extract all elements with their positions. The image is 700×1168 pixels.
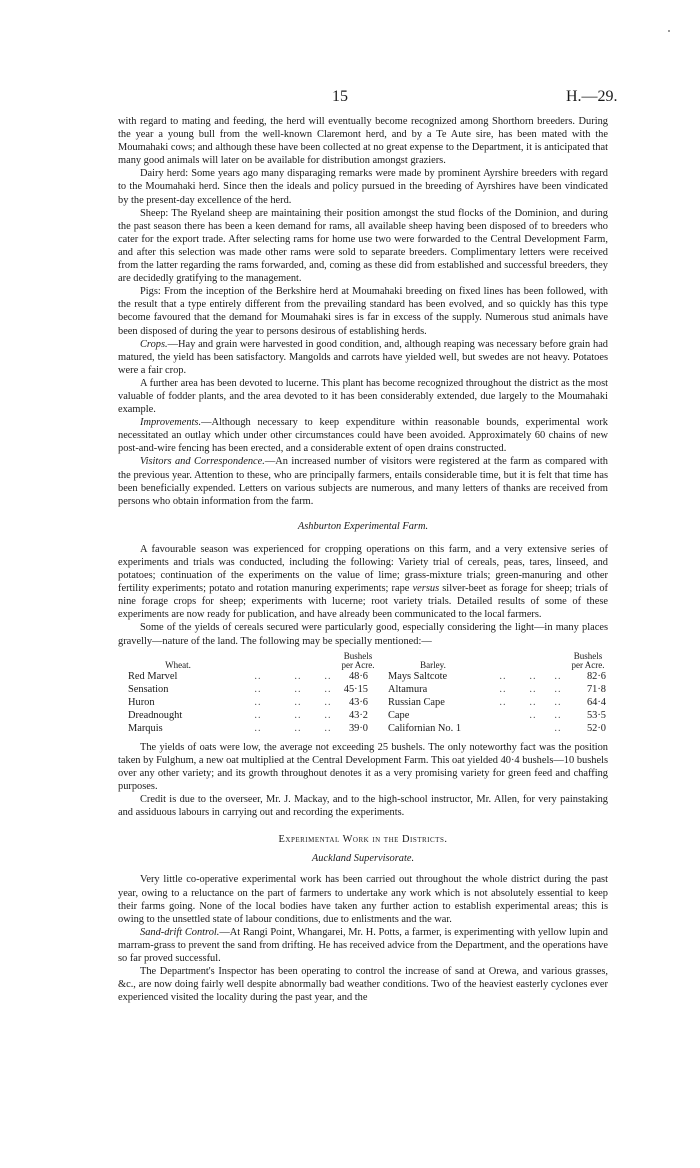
yields-table: [118, 652, 608, 735]
leader-dots: ..: [254, 696, 262, 708]
leader-dots: ..: [294, 722, 302, 734]
leader-dots: ..: [529, 709, 537, 721]
side-heading: Improvements.: [140, 417, 202, 429]
paragraph-text: silver-beet as forage for sheep; trials of nine forage crops for sheep; experiments with lucerne; root variety trials. Detailed results of some of these experiments are now ready for publication, and have already been communicated to the local farmers.: [118, 583, 608, 621]
leader-dots: [518, 722, 548, 735]
barley-yield: 71·8: [586, 683, 606, 695]
leader-dots: ..: [554, 670, 562, 682]
document-code: H.—29.: [566, 88, 618, 105]
leader-dots: ..: [294, 670, 302, 682]
column-header-unit: [568, 652, 608, 670]
column-header: Wheat.: [165, 659, 191, 670]
section-heading: Ashburton Experimental Farm.: [297, 520, 429, 532]
leader-dots: ..: [529, 683, 537, 695]
paragraph: Some of the yields of cereals secured were particularly good, especially considering the light—in many places gravelly—nature of the land. The following may be specially mentioned:—: [118, 622, 608, 647]
leader-dots: ..: [554, 696, 562, 708]
paragraph: [118, 416, 608, 455]
barley-yield: 52·0: [586, 722, 606, 734]
leader-dots: [488, 722, 518, 735]
paragraph: Dairy herd: Some years ago many disparaging remarks were made by prominent Ayrshire breeders with regard to the Moumahaki herd. Since then the ideals and policy pursued in the breeding of Ayrshires have been vindicated by the present-day excellence of the herd.: [118, 168, 608, 206]
paragraph: [118, 543, 608, 622]
wheat-variety: Marquis: [128, 722, 163, 734]
paragraph: with regard to mating and feeding, the herd will eventually become recognized among Shorthorn breeders. During the year a young bull from the well-known Claremont herd, and by a Te Aute sire, has been mated with the Moumahaki cows; and although these have been collected at no great expense to the Department, it is anticipated that many good animals will later on be available for distribution amongst graziers.: [118, 116, 608, 167]
leader-dots: ..: [254, 683, 262, 695]
barley-variety: Altamura: [388, 683, 428, 695]
unit-line: Bushels: [343, 650, 373, 661]
leader-dots: ..: [499, 696, 507, 708]
barley-yield: 82·6: [586, 670, 606, 682]
paragraph: The Department's Inspector has been operating to control the increase of sand at Orewa, and various grasses, &c., are now doing fairly well despite abnormally bad weather conditions. Two of the heaviest easterly cyclones ever experienced visited the locality during the past year, and the: [118, 966, 608, 1004]
paragraph: Sheep: The Ryeland sheep are maintaining their position amongst the stud flocks of the Dominion, and during the past season there has been a keen demand for rams, all available sheep having been disposed of to breeders who cater for the export trade. After selecting rams for home use two were forwarded to the Central Development Farm, and after this selection was made other rams were sold to separate breeders. Complimentary letters were received from the latter regarding the rams forwarded, and, coming as these did from established and successful breeders, they are decidedly gratifying to the management.: [118, 207, 608, 285]
paragraph: A further area has been devoted to lucerne. This plant has become recognized throughout the district as the most valuable of fodder plants, and the area devoted to it has been considerably extended, due largely to the Moumahaki example.: [118, 377, 608, 416]
unit-line: per Acre.: [571, 659, 605, 670]
leader-dots: ..: [294, 696, 302, 708]
side-heading: Sand-drift Control.: [140, 926, 220, 938]
paragraph-text: —Hay and grain were harvested in good condition, and, although reaping was necessary before grain had matured, the yield has been satisfactory. Mangolds and carrots have yielded well, but swedes are not heavy. Potatoes were a fair crop.: [118, 338, 608, 376]
column-header-unit: [338, 652, 378, 670]
leader-dots: ..: [324, 670, 332, 682]
paragraph-text: —At Rangi Point, Whangarei, Mr. H. Potts, a farmer, is experimenting with yellow lupin and marram-grass to prevent the sand from drifting. He has received advice from the Department, and the operations have so far proved successful.: [118, 926, 608, 964]
leader-dots: ..: [324, 683, 332, 695]
paragraph: [118, 455, 608, 507]
table-row: [118, 696, 608, 709]
leader-dots: ..: [554, 709, 562, 721]
barley-variety: Californian No. 1: [388, 722, 462, 734]
leader-dots: ..: [254, 670, 262, 682]
barley-yield: 64·4: [586, 696, 606, 708]
unit-line: Bushels: [573, 650, 603, 661]
body-text: [118, 115, 608, 1004]
paragraph: Very little co-operative experimental work has been carried out throughout the whole district during the past year, owing to a reluctance on the part of farmers to undertake any work which is not absolutely essential to keep their farms going. None of the local bodies have taken any further action to establish experimental areas; this is owing to the unsettled state of labour conditions, due to enlistments and the war.: [118, 874, 608, 925]
leader-dots: ..: [254, 722, 262, 734]
wheat-variety: Red Marvel: [128, 670, 178, 682]
paragraph: The yields of oats were low, the average not exceeding 25 bushels. The only noteworthy fact was the position taken by Fulghum, a new oat multiplied at the Central Development Farm. This oat yielded 40·4 bushels—10 bushels over any other variety; and its growth throughout denotes it as a very promising variety for green feed and chaffing purposes.: [118, 741, 608, 792]
subsection-heading: Auckland Supervisorate.: [311, 853, 415, 865]
scan-speck: [668, 30, 670, 32]
column-header: Barley.: [420, 659, 446, 670]
table-row: [118, 670, 608, 683]
wheat-variety: Dreadnought: [128, 709, 183, 721]
barley-variety: Mays Saltcote: [388, 670, 448, 682]
paragraph: [118, 338, 608, 377]
leader-dots: ..: [554, 722, 562, 734]
wheat-yield: 39·0: [348, 722, 368, 734]
leader-dots: ..: [294, 709, 302, 721]
leader-dots: ..: [529, 696, 537, 708]
italic-word: versus: [412, 583, 440, 595]
paragraph-text: —Although necessary to keep expenditure within reasonable bounds, experimental work necessitated an outlay which under other circumstances could have been avoided. Approximately 60 chains of new post-and-wire fencing has been erected, and a considerable extent of open drains constructed.: [118, 417, 608, 455]
barley-variety: Cape: [388, 709, 410, 721]
paragraph-text: —An increased number of visitors were registered at the farm as compared with the previous year. Attention to these, who are principally farmers, entails considerable time, but it is felt that time has been beneficially expended. Letters on various subjects are numerous, and many letters of thanks are received from persons who obtain information from the farm.: [118, 456, 608, 507]
leader-dots: ..: [324, 709, 332, 721]
section-heading: Experimental Work in the Districts.: [278, 834, 448, 846]
barley-yield: 53·5: [586, 709, 606, 721]
wheat-variety: Huron: [128, 696, 155, 708]
leader-dots: ..: [499, 670, 507, 682]
unit-line: per Acre.: [341, 659, 375, 670]
leader-dots: ..: [324, 696, 332, 708]
side-heading: Crops.: [140, 338, 168, 350]
leader-dots: ..: [324, 722, 332, 734]
leader-dots: ..: [529, 670, 537, 682]
paragraph-text: A favourable season was experienced for cropping operations on this farm, and a very extensive series of experiments and trials was conducted, including the following: Variety trial of cereals, peas, tares, linseed, and potatoes; continuation of the experiments on the value of lime; grass-mixture trials; green-manuring and other fertility experiments; potato and rotation manuring experiments; rape: [118, 543, 608, 595]
table-row: [118, 722, 608, 735]
wheat-yield: 43·2: [348, 709, 368, 721]
leader-dots: ..: [554, 683, 562, 695]
paragraph: [118, 926, 608, 965]
barley-variety: Russian Cape: [388, 696, 445, 708]
table-row: [118, 709, 608, 722]
leader-dots: ..: [499, 683, 507, 695]
table-row: [118, 683, 608, 696]
wheat-variety: Sensation: [128, 683, 169, 695]
leader-dots: ..: [294, 683, 302, 695]
side-heading: Visitors and Correspondence.: [140, 456, 265, 468]
page-number: 15: [332, 88, 348, 105]
wheat-yield: 45·15: [343, 683, 368, 695]
wheat-yield: 48·6: [348, 670, 368, 682]
leader-dots: ..: [254, 709, 262, 721]
table-header-row: [118, 652, 608, 670]
paragraph: Pigs: From the inception of the Berkshire herd at Moumahaki breeding on fixed lines has been followed, with the result that a type entirely different from the prevailing standard has been evolved, and so quickly has this type become favoured that the demand for Moumahaki sires is far in excess of the supply. Numerous stud animals have been disposed of during the year to persons desirous of establishing herds.: [118, 286, 608, 337]
wheat-yield: 43·6: [348, 696, 368, 708]
leader-dots: [488, 709, 518, 722]
paragraph: Credit is due to the overseer, Mr. J. Mackay, and to the high-school instructor, Mr. Allen, for very painstaking and assiduous labours in carrying out and recording the experiments.: [118, 794, 608, 819]
